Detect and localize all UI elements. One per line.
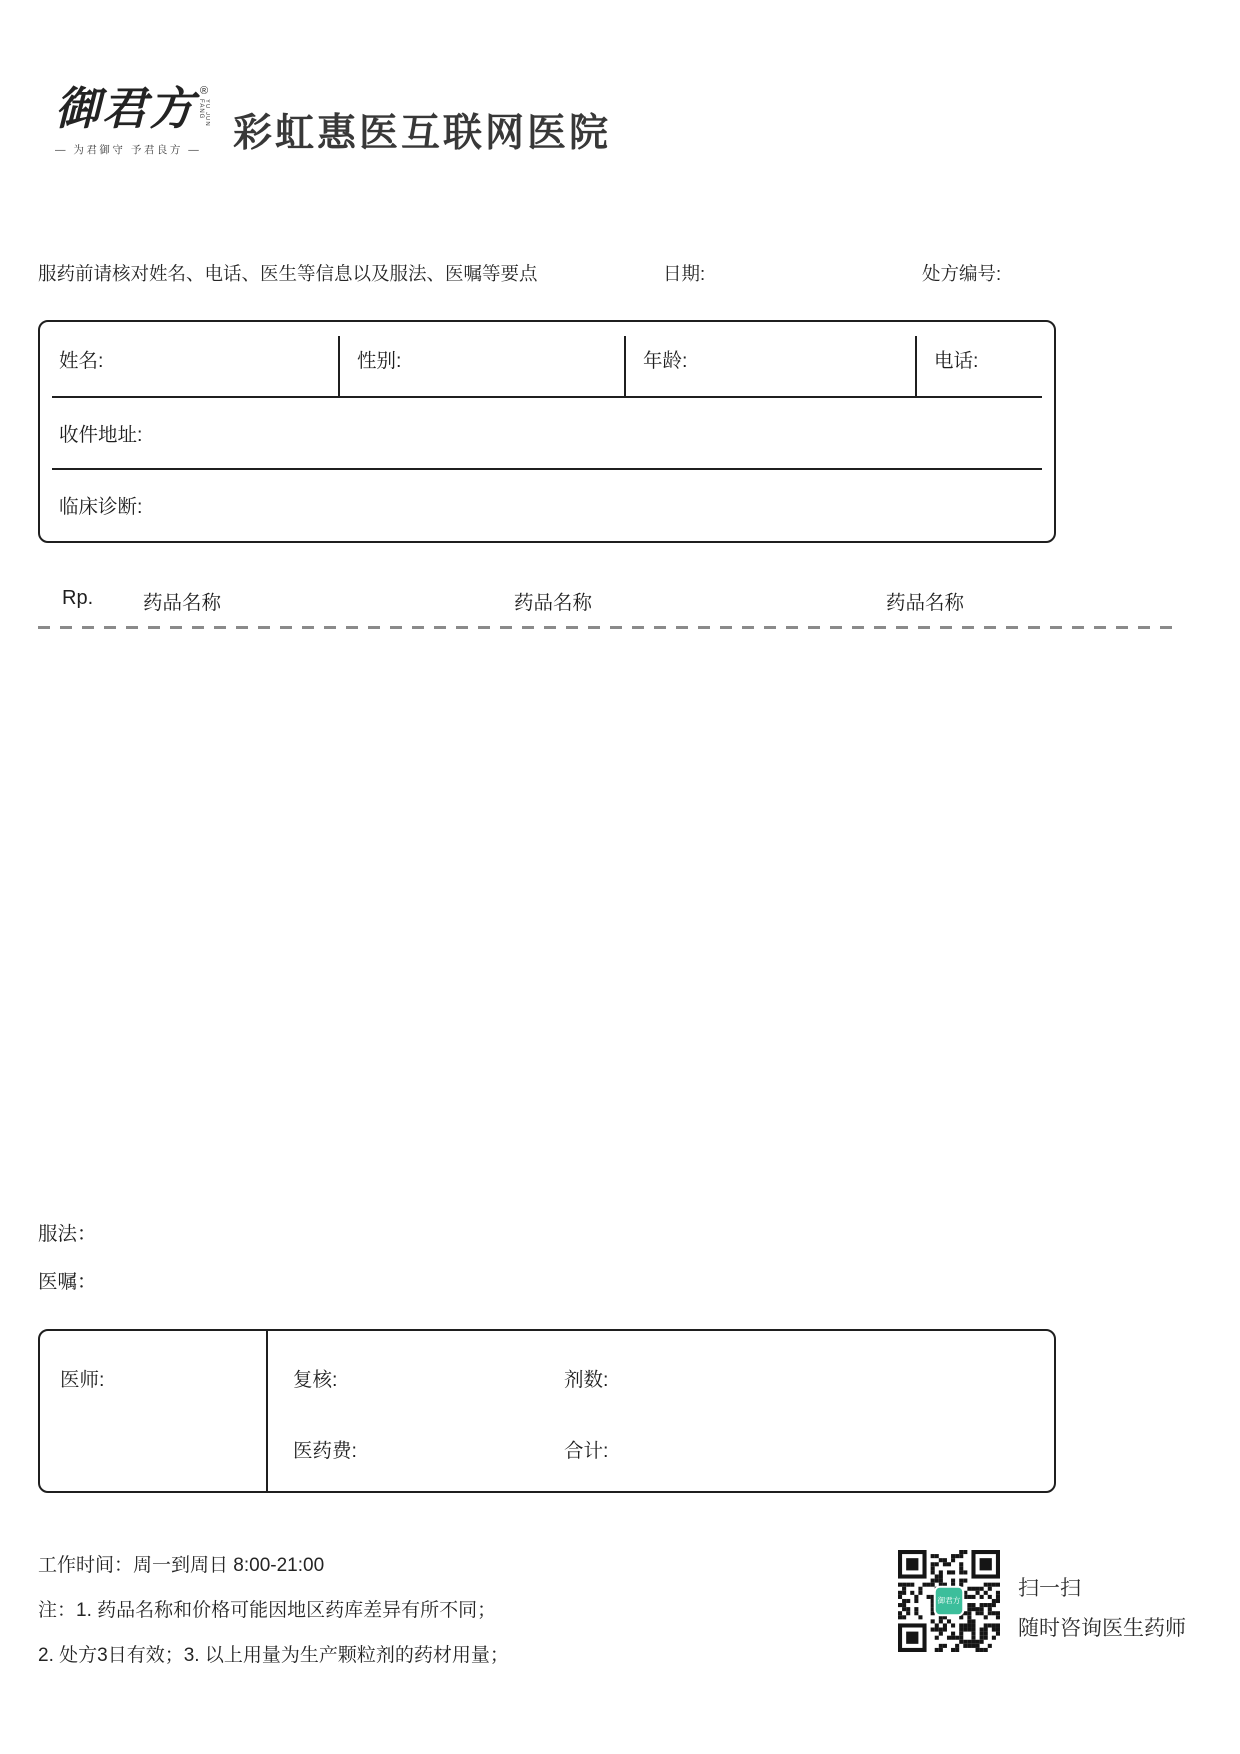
scan-label: 扫一扫: [1018, 1577, 1081, 1600]
brand-logo: [55, 82, 211, 157]
divider: [266, 1331, 268, 1491]
note-line-2: 2. 处方3日有效；3. 以上用量为生产颗粒剂的药材用量；: [38, 1645, 509, 1666]
svg-text:御君方: 御君方: [937, 1596, 961, 1606]
rp-label: Rp.: [62, 587, 94, 609]
age-field-label: 年龄:: [643, 350, 688, 372]
medical-fee-label: 医药费:: [293, 1440, 357, 1462]
brand-tagline: — 为君御守 予君良方 —: [55, 144, 202, 156]
doses-label: 剂数:: [564, 1369, 609, 1391]
drug-name-column-header: 药品名称: [514, 592, 593, 614]
brand-name: 御君方: [55, 82, 197, 135]
divider: [338, 336, 340, 396]
verification-notice: 服药前请核对姓名、电话、医生等信息以及服法、医嘱等要点: [38, 263, 538, 284]
phone-field-label: 电话:: [934, 350, 979, 372]
diagnosis-field-label: 临床诊断:: [59, 496, 143, 518]
patient-row-address: [40, 398, 1054, 468]
address-field-label: 收件地址:: [59, 424, 143, 446]
hospital-name: 彩虹惠医互联网医院: [233, 112, 612, 155]
registered-trademark-icon: ®: [199, 85, 209, 97]
drug-name-column-header: 药品名称: [886, 592, 965, 614]
working-hours: 工作时间：周一到周日 8:00-21:00: [38, 1555, 325, 1576]
usage-label: 服法：: [38, 1223, 97, 1245]
prescription-number-label: 处方编号:: [922, 263, 1002, 284]
divider-dashed: [38, 626, 1178, 629]
brand-logo-main: [55, 82, 211, 135]
patient-info-box: [38, 320, 1056, 543]
date-label: 日期:: [663, 263, 706, 284]
signature-box: [38, 1329, 1056, 1493]
gender-field-label: 性别:: [357, 350, 402, 372]
drug-name-column-header: 药品名称: [143, 592, 222, 614]
scan-hint: 随时咨询医生药师: [1018, 1617, 1186, 1640]
brand-name-latin: YU JUN FANG: [198, 99, 211, 127]
prescription-items-area: [38, 632, 1178, 1202]
divider: [915, 336, 917, 396]
physician-label: 医师:: [60, 1369, 105, 1391]
total-label: 合计:: [564, 1440, 609, 1462]
doctor-advice-label: 医嘱：: [38, 1271, 97, 1293]
note-line-1: 注：1. 药品名称和价格可能因地区药库差异有所不同；: [38, 1600, 497, 1621]
brand-logo-marks: [198, 86, 210, 133]
name-field-label: 姓名:: [59, 350, 104, 372]
divider: [624, 336, 626, 396]
patient-row-diagnosis: [40, 470, 1054, 540]
qr-code: [898, 1550, 1000, 1652]
patient-row-basic: [40, 322, 1054, 396]
review-label: 复核:: [293, 1369, 338, 1391]
